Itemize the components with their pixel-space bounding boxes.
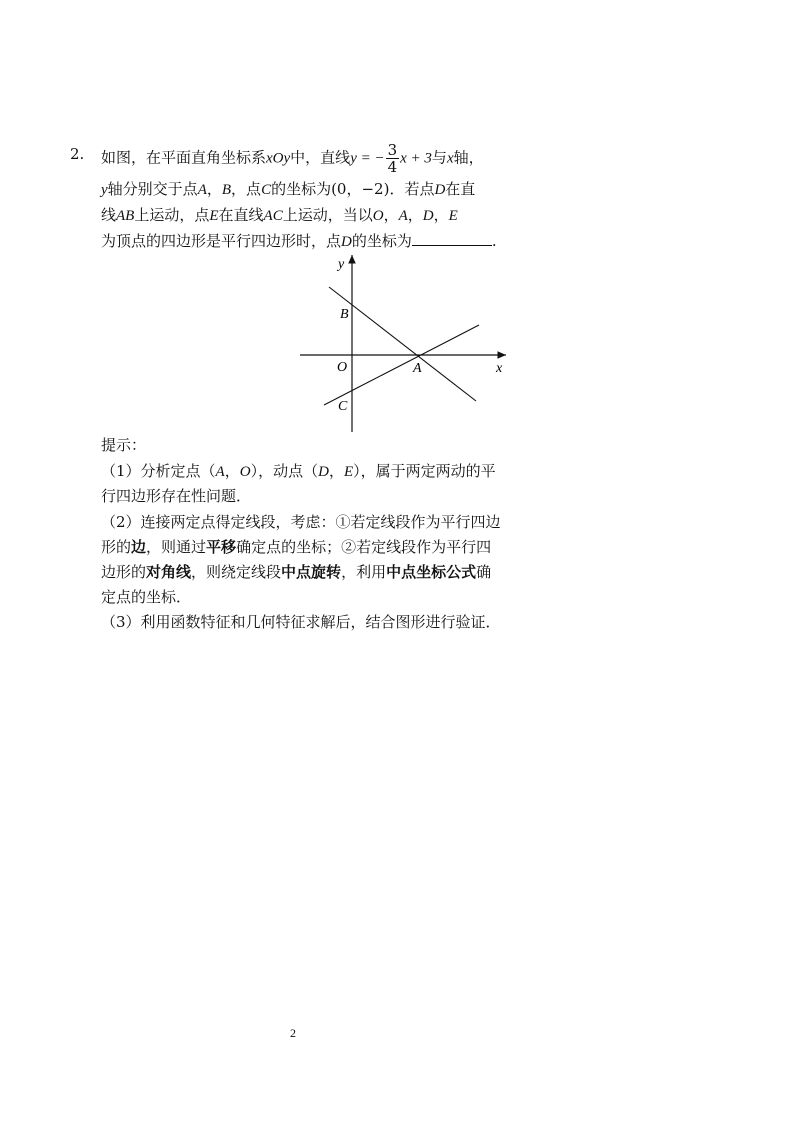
- math-var: O: [239, 464, 251, 480]
- hint-3-line-1: （3）利用函数特征和几何特征求解后，结合图形进行验证．: [101, 613, 501, 631]
- text: ，: [328, 462, 344, 480]
- hint-2-line-1: （2）连接两定点得定线段，考虑：①若定线段作为平行四边: [101, 513, 501, 531]
- math-var: y: [101, 182, 108, 198]
- text: ，: [206, 180, 222, 198]
- hints-title: 提示：: [101, 436, 147, 454]
- math-var: AB: [116, 208, 135, 224]
- label-o: O: [337, 360, 348, 375]
- math-var: E: [343, 464, 354, 480]
- bold-term: 对角线: [146, 563, 192, 581]
- text: （1）分析定点（: [101, 462, 216, 480]
- text: ，则绕定线段: [191, 563, 282, 581]
- hint-1-line-1: [101, 459, 496, 484]
- label-b: B: [340, 307, 349, 322]
- math-var: D: [422, 208, 434, 224]
- fraction-numerator: 3: [387, 141, 398, 159]
- coordinate-figure: [296, 252, 516, 434]
- text: 在直线: [218, 206, 264, 224]
- text: ，: [407, 206, 423, 224]
- text: 中，直线: [290, 148, 351, 167]
- math-var: C: [261, 182, 272, 198]
- text: 形的: [101, 538, 132, 556]
- text: 确: [476, 563, 492, 581]
- math-var: E: [448, 208, 458, 224]
- bold-term: 平移: [206, 538, 237, 556]
- text: 与: [431, 148, 447, 167]
- text: 边形的: [101, 563, 147, 581]
- math-var: B: [221, 182, 232, 198]
- math-var: A: [197, 182, 207, 198]
- text: 轴，: [453, 148, 484, 167]
- text: .: [491, 232, 497, 250]
- label-y: y: [338, 257, 345, 272]
- problem-line-2: [101, 177, 475, 202]
- bold-term: 边: [131, 538, 147, 556]
- bold-term: 中点坐标公式: [386, 563, 477, 581]
- text: 在直: [445, 180, 476, 198]
- problem-line-1: [101, 142, 484, 175]
- text: ，: [383, 206, 399, 224]
- text: 上运动，点: [134, 206, 210, 224]
- answer-blank[interactable]: [412, 229, 492, 246]
- fraction: [386, 142, 400, 175]
- text: 如图，在平面直角坐标系: [101, 148, 267, 167]
- math-var: A: [215, 464, 225, 480]
- text: ，利用: [341, 563, 387, 581]
- fraction-denominator: 4: [387, 158, 398, 176]
- hint-2-line-4: 定点的坐标．: [101, 588, 192, 606]
- math-var: xOy: [266, 150, 291, 167]
- problem-line-4: [101, 229, 497, 254]
- text: 为顶点的四边形是平行四边形时，点: [101, 232, 342, 250]
- problem-line-3: [101, 203, 458, 228]
- label-c: C: [338, 399, 348, 414]
- hint-2-line-2: [101, 535, 491, 559]
- math-var: E: [209, 208, 219, 224]
- text: 线: [101, 206, 117, 224]
- text: ，则通过: [146, 538, 207, 556]
- text: ，: [224, 462, 240, 480]
- problem-number: 2.: [70, 145, 85, 163]
- equation-lhs: y = −: [350, 150, 385, 167]
- page-number: 2: [290, 1026, 296, 1040]
- hint-1-line-2: 行四边形存在性问题．: [101, 487, 252, 505]
- math-var: AC: [263, 208, 283, 224]
- text: ），属于两定两动的平: [353, 462, 496, 480]
- math-var: x: [446, 150, 454, 167]
- text: ），动点（: [250, 462, 319, 480]
- text: ，点: [231, 180, 262, 198]
- text: 的坐标为: [351, 232, 412, 250]
- math-var: D: [341, 234, 352, 250]
- text: 上运动，当以: [282, 206, 373, 224]
- line-ab: [329, 287, 476, 401]
- math-var: D: [318, 464, 329, 480]
- hint-2-line-3: [101, 560, 491, 584]
- math-var: A: [398, 208, 408, 224]
- text: 确定点的坐标；②若定线段作为平行四: [236, 538, 492, 556]
- math-var: O: [372, 208, 384, 224]
- bold-term: 中点旋转: [281, 563, 342, 581]
- text: 的坐标为(0，−2)．若点: [271, 180, 435, 198]
- math-var: D: [434, 182, 446, 198]
- text: 轴分别交于点: [107, 180, 198, 198]
- text: ，: [433, 206, 449, 224]
- equation-rhs: x + 3: [400, 150, 432, 167]
- label-a: A: [413, 361, 422, 376]
- label-x: x: [496, 361, 503, 376]
- line-ac: [324, 325, 479, 405]
